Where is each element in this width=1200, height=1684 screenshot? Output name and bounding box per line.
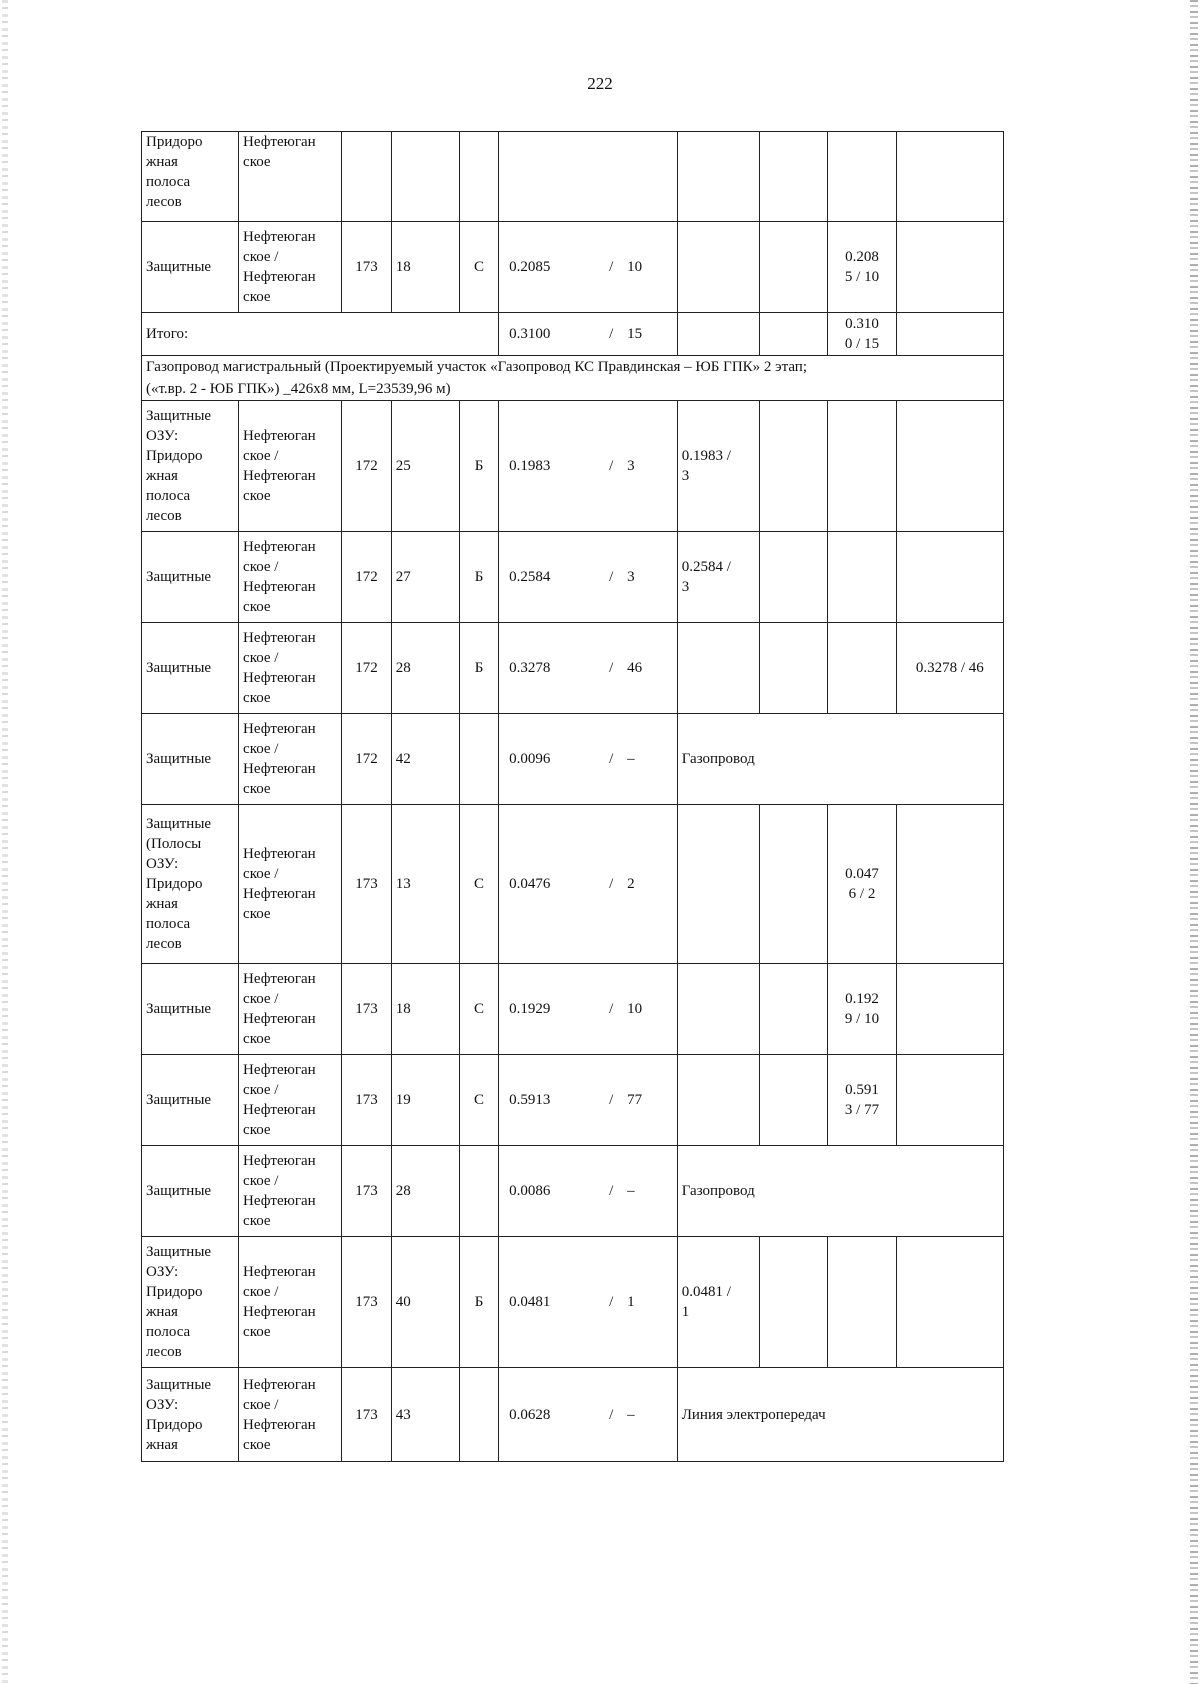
category-cell: Защитные	[142, 623, 239, 714]
table-row	[142, 1237, 1004, 1368]
section-cell: 28	[391, 1146, 459, 1237]
col-1-cell: 0.1983 / 3	[677, 401, 760, 532]
col-1-cell	[677, 964, 760, 1055]
page-number: 222	[587, 74, 613, 93]
quarter-cell	[342, 132, 392, 222]
col-1-cell: 0.0481 / 1	[677, 1237, 760, 1368]
slash-separator: /	[609, 1406, 614, 1423]
col-1-cell	[677, 805, 760, 964]
col-3-cell	[828, 623, 896, 714]
forestry-cell: Нефтеюган ское / Нефтеюган ское	[239, 222, 342, 313]
col-1-cell	[677, 313, 760, 356]
category-cell: Защитные ОЗУ: Придоро жная полоса лесов	[142, 1237, 239, 1368]
quarter-cell: 173	[342, 1368, 392, 1462]
total-label: Итого:	[142, 313, 499, 356]
col-4-cell	[896, 132, 1003, 222]
table-row	[142, 1368, 1004, 1462]
table-row	[142, 132, 1004, 222]
quarter-cell: 173	[342, 1237, 392, 1368]
col-2-cell	[760, 1237, 828, 1368]
col-2-cell	[760, 1055, 828, 1146]
count-value: –	[627, 1183, 635, 1199]
col-4-cell	[896, 1237, 1003, 1368]
area-count-cell	[499, 805, 678, 964]
area-count-cell	[499, 1146, 678, 1237]
table-row	[142, 1055, 1004, 1146]
slash-separator: /	[609, 876, 614, 892]
quarter-cell: 173	[342, 964, 392, 1055]
quarter-cell: 173	[342, 1146, 392, 1237]
area-count-cell	[499, 222, 678, 313]
scan-edge-right	[1190, 0, 1198, 1684]
group-cell	[459, 714, 498, 805]
section-cell: 40	[391, 1237, 459, 1368]
area-value: 0.0628	[509, 1406, 551, 1423]
col-2-cell	[760, 313, 828, 356]
area-value: 0.2085	[509, 259, 551, 275]
note-cell: Газопровод	[677, 714, 1003, 805]
col-2-cell	[760, 623, 828, 714]
section-cell: 42	[391, 714, 459, 805]
slash-separator: /	[609, 326, 614, 342]
quarter-cell: 173	[342, 222, 392, 313]
area-count-cell	[499, 1368, 678, 1462]
count-value: 46	[627, 660, 643, 676]
table-row	[142, 964, 1004, 1055]
category-cell: Защитные	[142, 964, 239, 1055]
count-value: 3	[627, 458, 635, 474]
col-3-cell	[828, 132, 896, 222]
category-cell: Защитные	[142, 532, 239, 623]
col-2-cell	[760, 222, 828, 313]
count-value: 10	[627, 259, 643, 275]
section-cell: 18	[391, 964, 459, 1055]
col-3-cell: 0.047 6 / 2	[828, 805, 896, 964]
category-cell: Защитные	[142, 1146, 239, 1237]
section-cell	[391, 132, 459, 222]
forestry-cell: Нефтеюган ское / Нефтеюган ское	[239, 532, 342, 623]
quarter-cell: 172	[342, 401, 392, 532]
forestry-cell: Нефтеюган ское / Нефтеюган ское	[239, 1237, 342, 1368]
count-value: 10	[627, 1001, 643, 1017]
category-cell: Защитные ОЗУ: Придоро жная	[142, 1368, 239, 1462]
quarter-cell: 173	[342, 1055, 392, 1146]
table-row	[142, 532, 1004, 623]
forestry-cell: Нефтеюган ское / Нефтеюган ское	[239, 401, 342, 532]
col-1-cell	[677, 132, 760, 222]
section-header-row	[142, 356, 1004, 401]
col-3-cell	[828, 1237, 896, 1368]
category-cell: Защитные	[142, 714, 239, 805]
count-value: –	[627, 751, 635, 767]
col-4-cell	[896, 532, 1003, 623]
section-cell: 13	[391, 805, 459, 964]
col-3-cell: 0.192 9 / 10	[828, 964, 896, 1055]
forestry-cell: Нефтеюган ское / Нефтеюган ское	[239, 964, 342, 1055]
count-value: 2	[627, 876, 635, 892]
table-row	[142, 714, 1004, 805]
table-row	[142, 1146, 1004, 1237]
slash-separator: /	[609, 1183, 614, 1199]
section-cell: 18	[391, 222, 459, 313]
slash-separator: /	[609, 458, 614, 474]
group-cell: Б	[459, 1237, 498, 1368]
area-count-cell	[499, 401, 678, 532]
col-1-cell	[677, 1055, 760, 1146]
category-cell: Защитные (Полосы ОЗУ: Придоро жная полоса лесов	[142, 805, 239, 964]
quarter-cell: 172	[342, 623, 392, 714]
quarter-cell: 172	[342, 532, 392, 623]
table-row	[142, 401, 1004, 532]
col-2-cell	[760, 132, 828, 222]
group-cell	[459, 1146, 498, 1237]
col-4-cell	[896, 964, 1003, 1055]
section-title: Газопровод магистральный (Проектируемый участок «Газопровод КС Правдинская – ЮБ ГПК» 2 этап; («т.вр. 2 - ЮБ ГПК») _426х8 мм, L=23539,96 м)	[142, 356, 1004, 401]
count-value: 1	[627, 1294, 635, 1310]
col-3-cell: 0.208 5 / 10	[828, 222, 896, 313]
area-value: 0.1983	[509, 458, 551, 474]
col-4-cell	[896, 805, 1003, 964]
note-cell: Линия электропередач	[677, 1368, 1003, 1462]
slash-separator: /	[609, 569, 614, 585]
table-row	[142, 222, 1004, 313]
area-value: 0.1929	[509, 1001, 551, 1017]
area-value: 0.2584	[509, 569, 551, 585]
area-value: 0.0096	[509, 751, 551, 767]
slash-separator: /	[609, 751, 614, 767]
section-cell: 28	[391, 623, 459, 714]
area-count-cell	[499, 1055, 678, 1146]
area-count-cell	[499, 714, 678, 805]
col-2-cell	[760, 401, 828, 532]
category-cell: Защитные ОЗУ: Придоро жная полоса лесов	[142, 401, 239, 532]
area-value: 0.0476	[509, 876, 551, 892]
slash-separator: /	[609, 259, 614, 275]
area-count-cell	[499, 132, 678, 222]
col-3-cell	[828, 532, 896, 623]
count-value: 77	[627, 1092, 643, 1108]
group-cell	[459, 132, 498, 222]
slash-separator: /	[609, 660, 614, 676]
col-1-cell	[677, 222, 760, 313]
forestry-cell: Нефтеюган ское / Нефтеюган ское	[239, 714, 342, 805]
section-cell: 25	[391, 401, 459, 532]
scan-edge-left	[2, 0, 8, 1684]
group-cell	[459, 1368, 498, 1462]
section-cell: 19	[391, 1055, 459, 1146]
section-cell: 27	[391, 532, 459, 623]
group-cell: Б	[459, 401, 498, 532]
col-4-cell	[896, 222, 1003, 313]
group-cell: С	[459, 964, 498, 1055]
forest-plots-table	[141, 131, 1004, 1462]
forestry-cell: Нефтеюган ское / Нефтеюган ское	[239, 1146, 342, 1237]
category-cell: Придоро жная полоса лесов	[142, 132, 239, 222]
area-count-cell	[499, 1237, 678, 1368]
col-3-cell	[828, 401, 896, 532]
col-3-cell: 0.310 0 / 15	[828, 313, 896, 356]
area-count-cell	[499, 964, 678, 1055]
forestry-cell: Нефтеюган ское / Нефтеюган ское	[239, 1055, 342, 1146]
slash-separator: /	[609, 1294, 614, 1310]
area-value: 0.3278	[509, 660, 551, 676]
slash-separator: /	[609, 1092, 614, 1108]
total-row	[142, 313, 1004, 356]
table-row	[142, 805, 1004, 964]
group-cell: Б	[459, 532, 498, 623]
col-4-cell: 0.3278 / 46	[896, 623, 1003, 714]
group-cell: С	[459, 1055, 498, 1146]
section-cell: 43	[391, 1368, 459, 1462]
slash-separator: /	[609, 1001, 614, 1017]
group-cell: С	[459, 222, 498, 313]
col-2-cell	[760, 964, 828, 1055]
quarter-cell: 172	[342, 714, 392, 805]
count-value: 15	[627, 326, 643, 342]
area-value: 0.0481	[509, 1294, 551, 1310]
forestry-cell: Нефтеюган ское	[239, 132, 342, 222]
area-value: 0.3100	[509, 326, 551, 342]
col-4-cell	[896, 313, 1003, 356]
category-cell: Защитные	[142, 1055, 239, 1146]
quarter-cell: 173	[342, 805, 392, 964]
area-count-cell	[499, 313, 678, 356]
group-cell: Б	[459, 623, 498, 714]
col-4-cell	[896, 1055, 1003, 1146]
col-1-cell: 0.2584 / 3	[677, 532, 760, 623]
col-3-cell: 0.591 3 / 77	[828, 1055, 896, 1146]
forestry-cell: Нефтеюган ское / Нефтеюган ское	[239, 805, 342, 964]
area-value: 0.0086	[509, 1183, 551, 1199]
count-value: 3	[627, 569, 635, 585]
col-4-cell	[896, 401, 1003, 532]
area-count-cell	[499, 532, 678, 623]
group-cell: С	[459, 805, 498, 964]
area-count-cell	[499, 623, 678, 714]
forestry-cell: Нефтеюган ское / Нефтеюган ское	[239, 1368, 342, 1462]
category-cell: Защитные	[142, 222, 239, 313]
forestry-cell: Нефтеюган ское / Нефтеюган ское	[239, 623, 342, 714]
note-cell: Газопровод	[677, 1146, 1003, 1237]
col-1-cell	[677, 623, 760, 714]
table-row	[142, 623, 1004, 714]
area-value: 0.5913	[509, 1092, 551, 1108]
col-2-cell	[760, 532, 828, 623]
col-2-cell	[760, 805, 828, 964]
count-value: –	[627, 1406, 635, 1423]
